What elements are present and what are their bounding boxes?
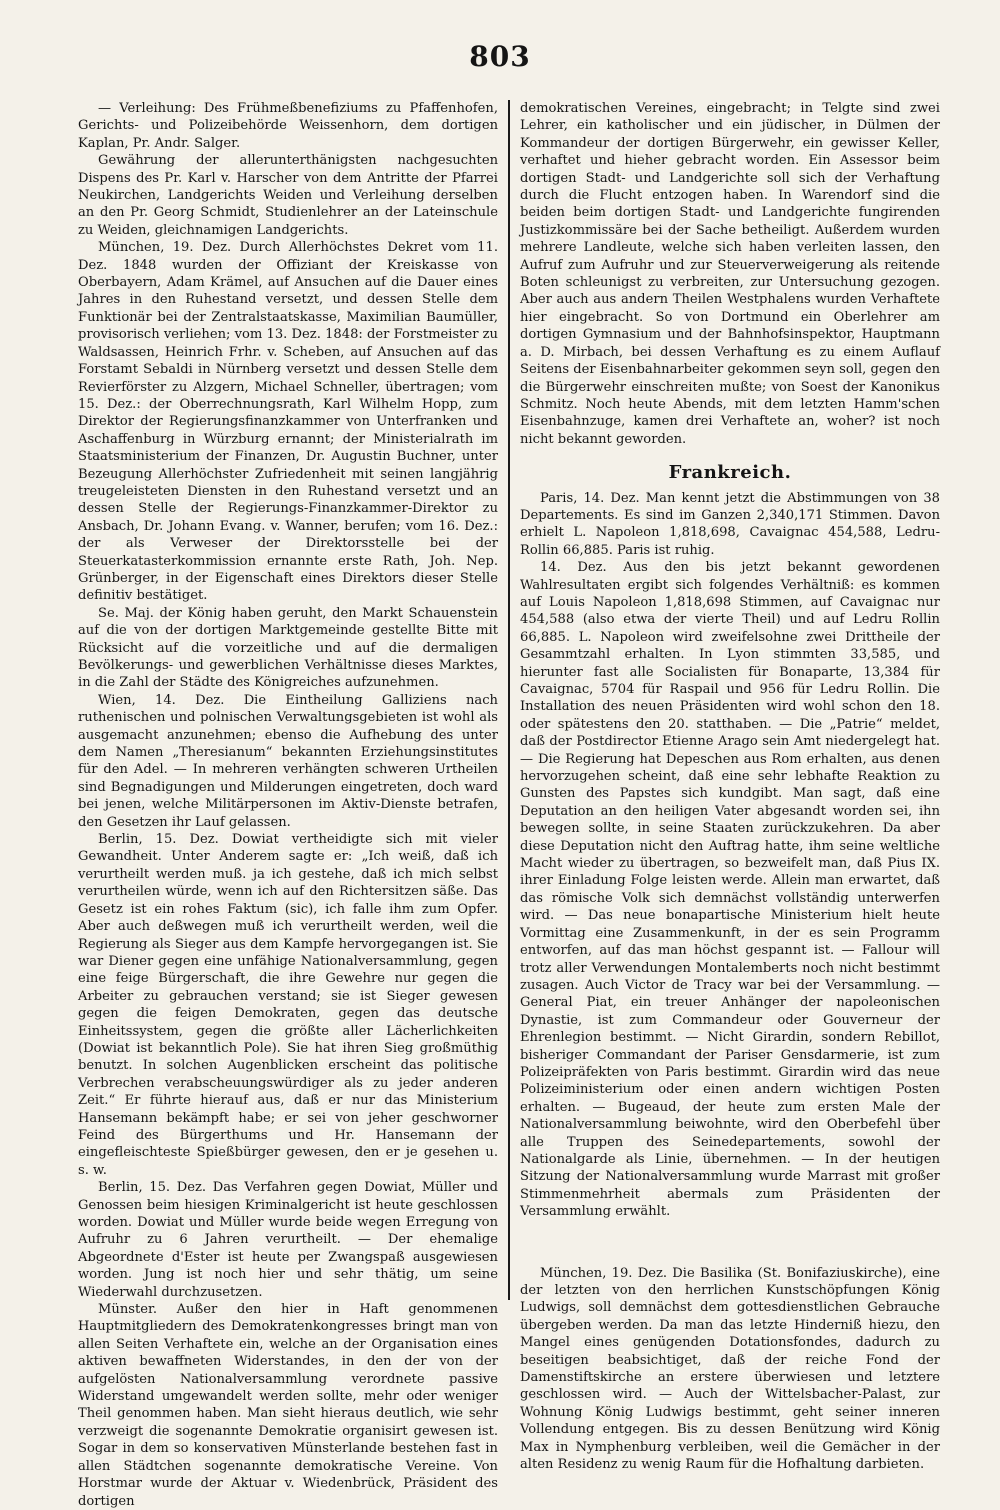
column-divider xyxy=(508,100,510,1300)
right-column xyxy=(520,100,940,1473)
page-number: 803 xyxy=(469,40,531,73)
article-paragraph: — Verleihung: Des Frühmeßbenefiziums zu Pfaffenhofen, Gerichts- und Polizeibehörde Weissenhorn, dem dortigen Kaplan, Pr. Andr. Salger. xyxy=(78,101,498,151)
article-paragraph: Paris, 14. Dez. Man kennt jetzt die Abstimmungen von 38 Departements. Es sind im Ganzen 2,340,171 Stimmen. Davon erhielt L. Napoleon 1,818,698, Cavaignac 454,588, Ledru-Rollin 66,885. Paris ist ruhig. xyxy=(520,490,940,558)
spacer xyxy=(520,1221,940,1265)
article-paragraph: demokratischen Vereines, eingebracht; in Telgte sind zwei Lehrer, ein katholischer und ein jüdischer, in Dülmen der Kommandeur der dortigen Bürgerwehr, ein gewisser Keller, verhaftet und hieher gebracht worden. Ein Assessor beim dortigen Stadt- und Landgerichte soll sich der Verhaftung durch die Flucht entzogen haben. In Warendorf sind die beiden beim dortigen Stadt- und Landgerichte fungirenden Justizkommissäre bei der Sache betheiligt. Außerdem wurden mehrere Landleute, welche sich haben verleiten lassen, den Aufruf zum Aufruhr und zur Steuerverweigerung als reitende Boten schleunigst zu verbreiten, zur Untersuchung gezogen. Aber auch aus andern Theilen Westphalens wurden Verhaftete hier eingebracht. So von Dortmund ein Oberlehrer am dortigen Gymnasium und der Bahnhofsinspektor, Hauptmann a. D. Mirbach, bei dessen Verhaftung es zu einem Auflauf Seitens der Eisenbahnarbeiter gekommen seyn soll, gegen den die Bürgerwehr einschreiten mußte; von Soest der Kanonikus Schmitz. Noch heute Abends, mit dem letzten Hamm'schen Eisenbahnzuge, kamen drei Verhaftete an, woher? ist noch nicht bekannt geworden. xyxy=(520,101,940,447)
article-paragraph: Berlin, 15. Dez. Dowiat vertheidigte sich mit vieler Gewandheit. Unter Anderem sagte er: „Ich weiß, daß ich verurtheilt werden muß. ja ich gestehe, daß ich mich selbst verurtheilen würde, wenn ich auf den Richtersitzen säße. Das Gesetz ist ein rohes Faktum (sic), ich falle ihm zum Opfer. Aber auch deßwegen muß ich verurtheilt werden, weil die Regierung als Sieger aus dem Kampfe hervorgegangen ist. Sie war Diener gegen eine unfähige Nationalversammlung, gegen eine feige Bürgerschaft, die ihre Gewehre nur gegen die Arbeiter zu gebrauchen verstand; sie ist Sieger gewesen gegen die feigen Demokraten, gegen das deutsche Einheitssystem, gegen die größte aller Lächerlichkeiten (Dowiat ist bekanntlich Pole). Sie hat ihren Sieg großmüthig benutzt. In solchen Augenblicken erscheint das politische Verbrechen verabscheuungswürdiger als zu jeder anderen Zeit.“ Er führte hierauf aus, daß er nur das Ministerium Hansemann bekämpft habe; er sei von jeher geschworner Feind des Bürgerthums und Hr. Hansemann der eingefleischteste Spießbürger gewesen, den er je gesehen u. s. w. xyxy=(78,832,498,1178)
article-paragraph: München, 19. Dez. Durch Allerhöchstes Dekret vom 11. Dez. 1848 wurden der Offiziant der Kreiskasse von Oberbayern, Adam Krämel, auf Ansuchen auf die Dauer eines Jahres in den Ruhestand versetzt, und dessen Stelle dem Funktionär bei der Zentralstaatskasse, Maximilian Baumüller, provisorisch verliehen; vom 13. Dez. 1848: der Forstmeister zu Waldsassen, Heinrich Frhr. v. Scheben, auf Ansuchen auf das Forstamt Sebaldi in Nürnberg versetzt und dessen Stelle dem Revierförster zu Alzgern, Michael Schneller, übertragen; vom 15. Dez.: der Oberrechnungsrath, Karl Wilhelm Hopp, zum Direktor der Regierungsfinanzkammer von Unterfranken und Aschaffenburg in Würzburg ernannt; der Ministerialrath im Staatsministerium der Finanzen, Dr. Augustin Buchner, unter Bezeugung Allerhöchster Zufriedenheit mit seinen langjährig treugeleisteten Diensten in den Ruhestand versetzt und an dessen Stelle der Regierungs-Finanzkammer-Direktor zu Ansbach, Dr. Johann Evang. v. Wanner, berufen; vom 16. Dez.: der als Verweser der Direktorsstelle bei der Steuerkatasterkommission ernannte erste Rath, Joh. Nep. Grünberger, in der Eigenschaft eines Direktors dieser Stelle definitiv bestätiget. xyxy=(78,240,498,604)
section-heading: Frankreich. xyxy=(668,462,792,484)
article-paragraph: München, 19. Dez. Die Basilika (St. Bonifaziuskirche), eine der letzten von den herrlichen Kunstschöpfungen König Ludwigs, soll demnächst dem gottesdienstlichen Gebrauche übergeben werden. Da man das letzte Hinderniß hiezu, den Mangel eines genügenden Dotationsfondes, dadurch zu beseitigen beabsichtiget, daß der reiche Fond der Damenstiftskirche an erstere überwiesen und letztere geschlossen wird. — Auch der Wittelsbacher-Palast, zur Wohnung König Ludwigs bestimmt, geht seiner inneren Vollendung entgegen. Bis zu dessen Benützung wird König Max in Nymphenburg verbleiben, weil die Gemächer in der alten Residenz zu wenig Raum für die Hofhaltung darbieten. xyxy=(520,1265,940,1473)
article-paragraph: Berlin, 15. Dez. Das Verfahren gegen Dowiat, Müller und Genossen beim hiesigen Kriminalgericht ist heute geschlossen worden. Dowiat und Müller wurde beide wegen Erregung von Aufruhr zu 6 Jahren verurtheilt. — Der ehemalige Abgeordnete d'Ester ist heute per Zwangspaß ausgewiesen worden. Jung ist noch hier und sehr thätig, um seine Wiederwahl durchzusetzen. xyxy=(78,1180,498,1300)
left-column xyxy=(78,100,498,1509)
article-paragraph: Wien, 14. Dez. Die Eintheilung Galliziens nach ruthenischen und polnischen Verwaltungsgebieten ist wohl als ausgemacht anzunehmen; ebenso die Aufhebung des unter dem Namen „Theresianum“ bekannten Erziehungsinstitutes für den Adel. — In mehreren verhängten schweren Urtheilen sind Begnadigungen und Milderungen eingetreten, doch ward bei jenen, welche Militärpersonen im Aktiv-Dienste betrafen, den Gesetzen ihr Lauf gelassen. xyxy=(78,692,498,830)
article-paragraph: Se. Maj. der König haben geruht, den Markt Schauenstein auf die von der dortigen Marktgemeinde gestellte Bitte mit Rücksicht auf die vorzeitliche und auf die dermaligen Bevölkerungs- und gewerblichen Verhältnisse dieses Marktes, in die Zahl der Städte des Königreiches aufzunehmen. xyxy=(78,605,498,691)
article-paragraph: 14. Dez. Aus den bis jetzt bekannt gewordenen Wahlresultaten ergibt sich folgendes Verhältniß: es kommen auf Louis Napoleon 1,818,698 Stimmen, auf Cavaignac nur 454,588 (also etwa der vierte Theil) und auf Ledru Rollin 66,885. L. Napoleon wird zweifelsohne zwei Drittheile der Gesammtzahl erhalten. In Lyon stimmten 33,585, und hierunter fast alle Socialisten für Bonaparte, 13,384 für Cavaignac, 5704 für Raspail und 956 für Ledru Rollin. Die Installation des neuen Präsidenten wird wohl schon den 18. oder spätestens den 20. statthaben. — Die „Patrie“ meldet, daß der Postdirector Etienne Arago sein Amt niedergelegt hat. — Die Regierung hat Depeschen aus Rom erhalten, aus denen hervorzugehen scheint, daß eine sehr lebhafte Reaktion zu Gunsten des Papstes sich kundgibt. Man sagt, daß eine Deputation an den heiligen Vater abgesandt worden sei, ihn bewegen sollte, in seine Staaten zurückzukehren. Da aber diese Deputation nicht den Auftrag hatte, ihm seine weltliche Macht wieder zu übertragen, so bezweifelt man, daß Pius IX. ihrer Einladung Folge leisten werde. Allein man erwartet, daß das römische Volk sich demnächst vollständig unterwerfen wird. — Das neue bonapartische Ministerium hielt heute Vormittag eine Zusammenkunft, in der es sein Programm entworfen, auf das man höchst gespannt ist. — Fallour will trotz aller Verwendungen Montalemberts noch nicht bestimmt zusagen. Auch Victor de Tracy war bei der Versammlung. — General Piat, ein treuer Anhänger der napoleonischen Dynastie, ist zum Commandeur oder Gouverneur der Ehrenlegion bestimmt. — Nicht Girardin, sondern Rebillot, bisheriger Commandant der Pariser Gensdarmerie, ist zum Polizeipräfekten von Paris bestimmt. Girardin wird das neue Polizeiministerium oder einen andern wichtigen Posten erhalten. — Bugeaud, der heute zum ersten Male der Nationalversammlung beiwohnte, wird den Oberbefehl über alle Truppen des Seinedepartements, sowohl der Nationalgarde als Linie, übernehmen. — In der heutigen Sitzung der Nationalversammlung wurde Marrast mit großer Stimmenmehrheit abermals zum Präsidenten der Versammlung erwählt. xyxy=(520,560,940,1220)
article-paragraph: Münster. Außer den hier in Haft genommenen Hauptmitgliedern des Demokratenkongresses bringt man von allen Seiten Verhaftete ein, welche an der Organisation eines aktiven bewaffneten Widerstandes, in den der von der aufgelösten Nationalversammlung verordnete passive Widerstand umgewandelt werden sollte, mehr oder weniger Theil genommen haben. Man sieht hieraus deutlich, wie sehr verzweigt die sogenannte Demokratie organisirt gewesen ist. Sogar in dem so konservativen Münsterlande bestehen fast in allen Städtchen sogenannte demokratische Vereine. Von Horstmar wurde der Aktuar v. Wiedenbrück, Präsident des dortigen xyxy=(78,1302,498,1509)
article-paragraph: Gewährung der allerunterthänigsten nachgesuchten Dispens des Pr. Karl v. Harscher von dem Antritte der Pfarrei Neukirchen, Landgerichts Weiden und Verleihung derselben an den Pr. Georg Schmidt, Studienlehrer an der Lateinschule zu Weiden, gleichnamigen Landgerichts. xyxy=(78,153,498,238)
